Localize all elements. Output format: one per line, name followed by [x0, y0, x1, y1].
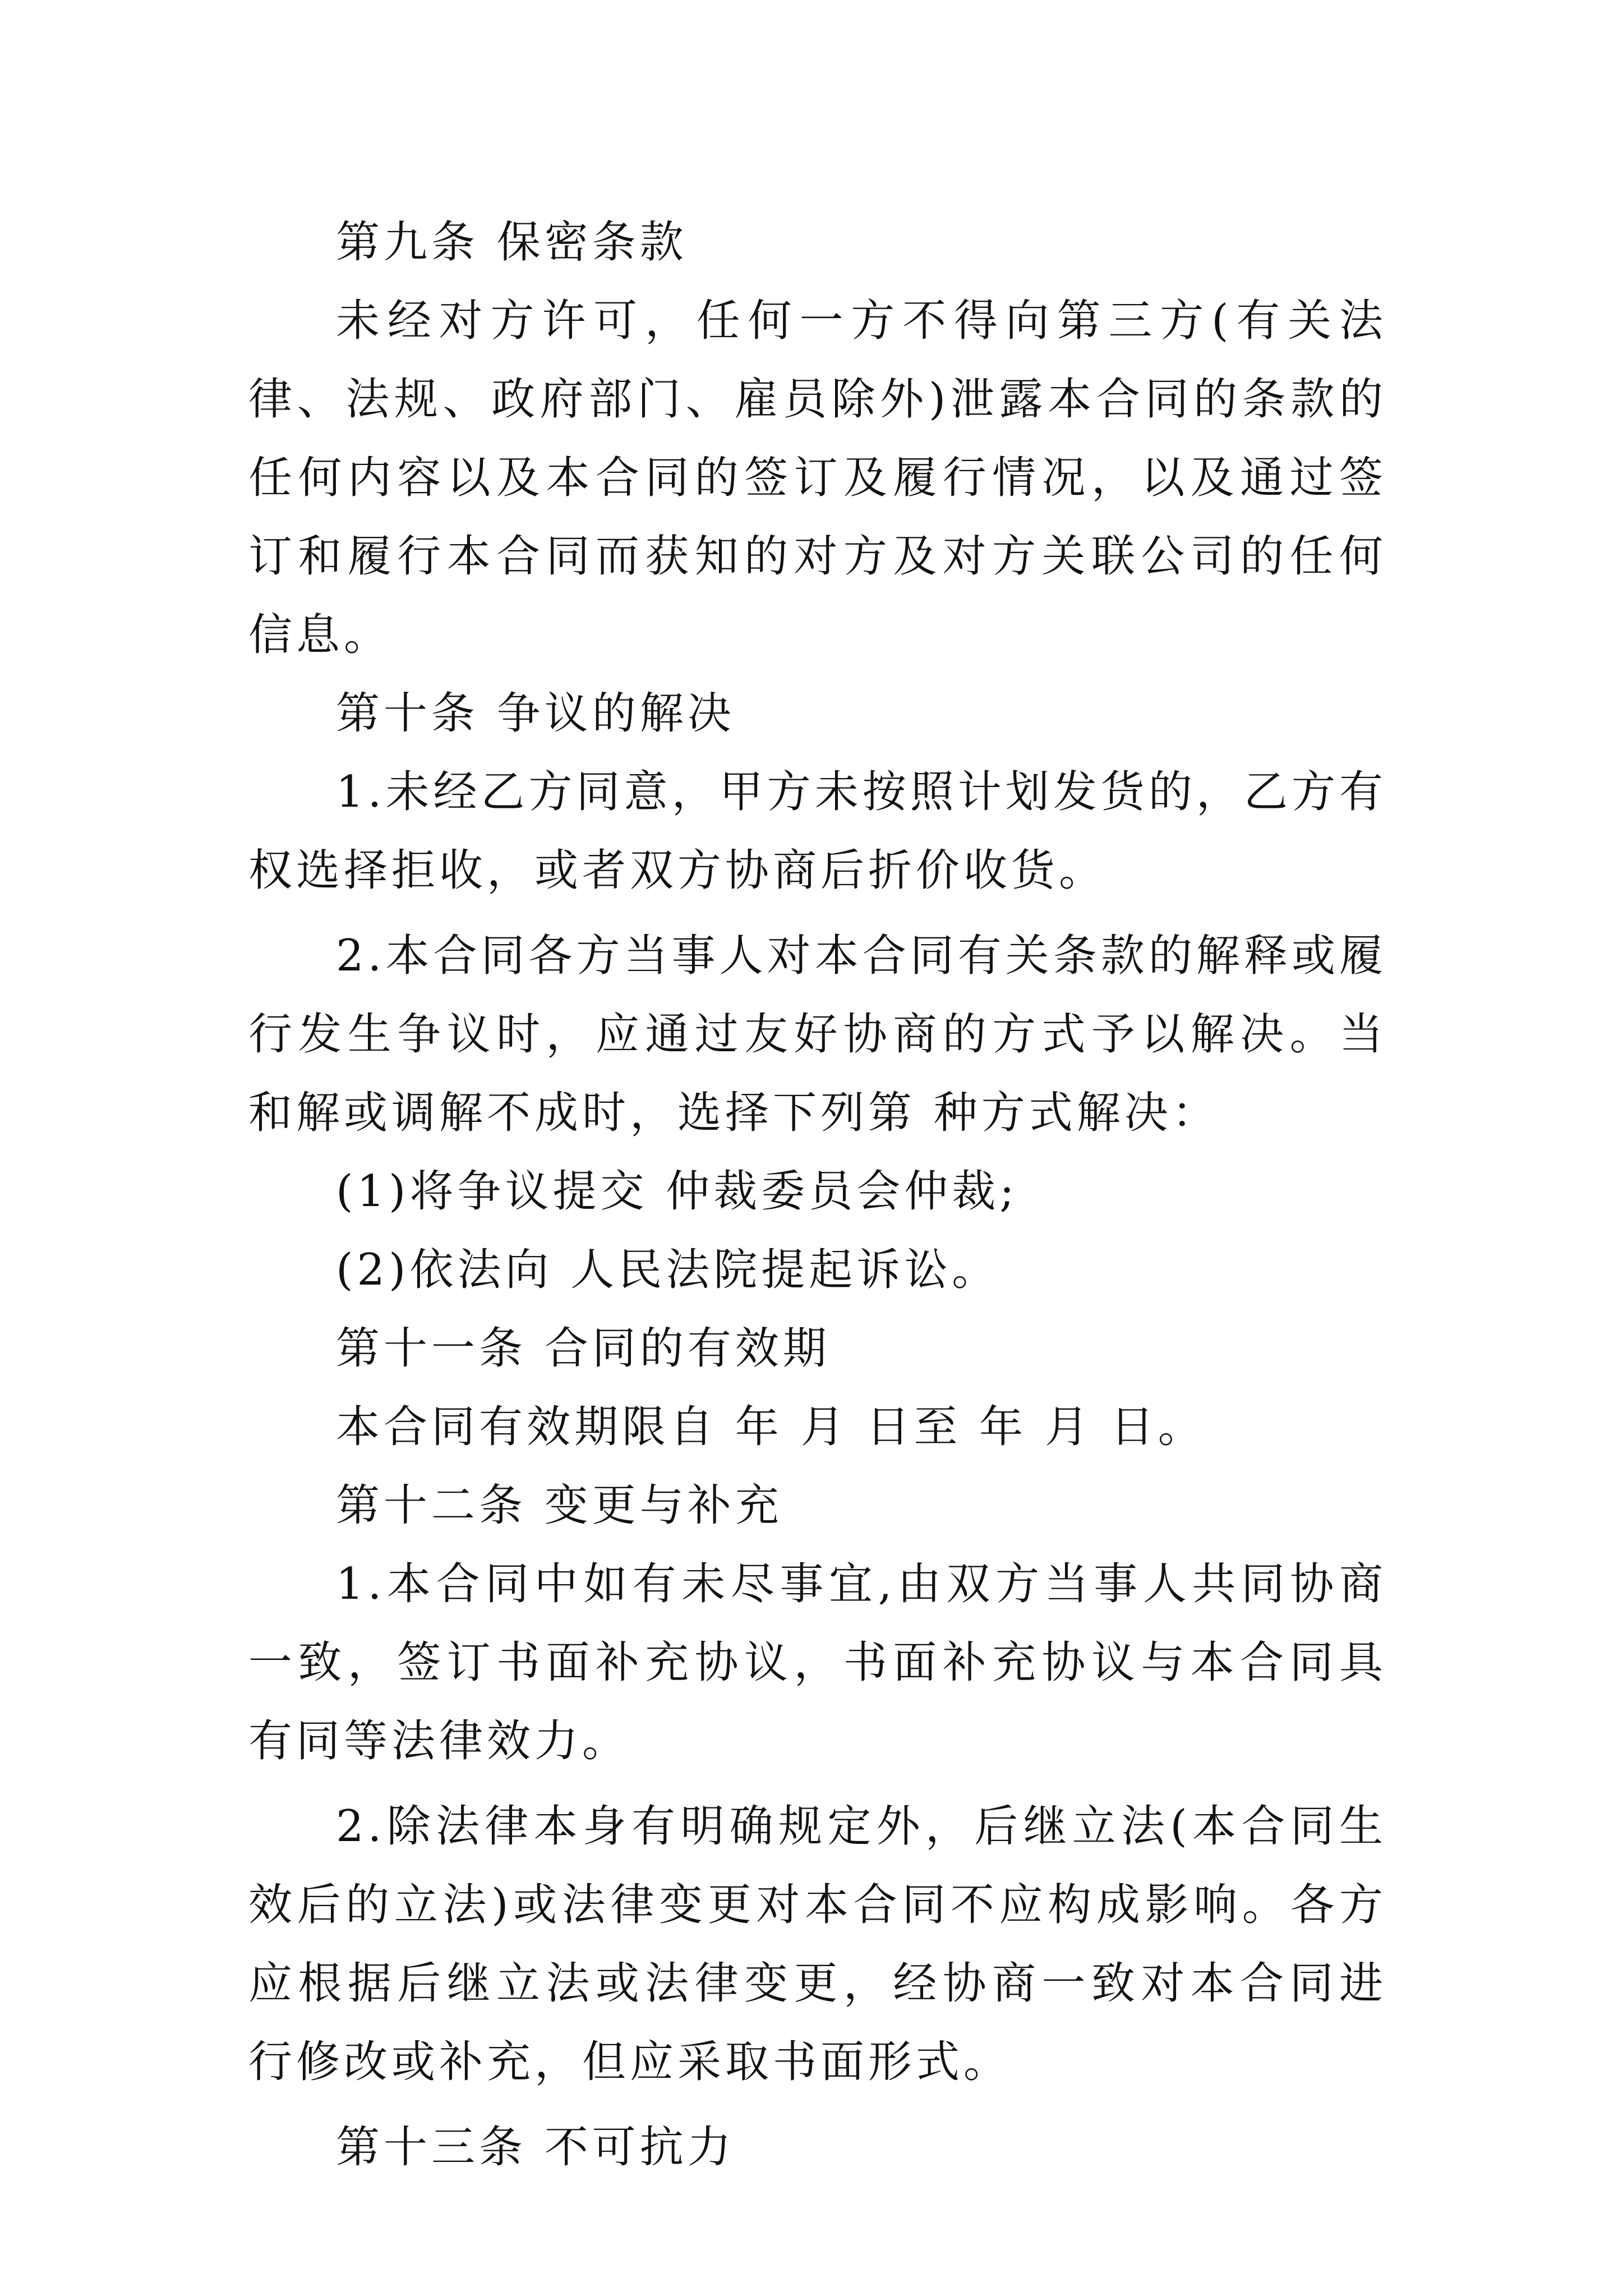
document-body: [248, 203, 1387, 2187]
article-12-heading: 第十二条 变更与补充: [336, 1480, 783, 1531]
article-10-option-2: (2)依法向 人民法院提起诉讼。: [336, 1245, 1000, 1295]
article-10-heading: 第十条 争议的解决: [336, 688, 735, 739]
article-13-heading: 第十三条 不可抗力: [336, 2122, 735, 2173]
article-10-option-1: (1)将争议提交 仲裁委员会仲裁;: [336, 1166, 1018, 1217]
article-9-confidentiality-text: 未经对方许可，任何一方不得向第三方(有关法律、法规、政府部门、雇员除外)泄露本合同的条款的任何内容以及本合同的签订及履行情况，以及通过签订和履行本合同而获知的对方及对方关联公司的任何信息。: [248, 296, 1387, 660]
article-9-heading: 第九条 保密条款: [336, 217, 688, 268]
article-10-clause-2: 2.本合同各方当事人对本合同有关条款的解释或履行发生争议时，应通过友好协商的方式予以解决。当和解或调解不成时，选择下列第 种方式解决：: [248, 931, 1387, 1138]
article-11-heading: 第十一条 合同的有效期: [336, 1323, 831, 1374]
article-12-clause-1: 1.本合同中如有未尽事宜,由双方当事人共同协商一致，签订书面补充协议，书面补充协议与本合同具有同等法律效力。: [248, 1559, 1387, 1766]
article-11-validity-text: 本合同有效期限自 年 月 日至 年 月 日。: [336, 1402, 1206, 1452]
article-10-clause-1: 1.未经乙方同意，甲方未按照计划发货的，乙方有权选择拒收，或者双方协商后折价收货。: [248, 767, 1387, 896]
article-12-clause-2: 2.除法律本身有明确规定外，后继立法(本合同生效后的立法)或法律变更对本合同不应构成影响。各方应根据后继立法或法律变更，经协商一致对本合同进行修改或补充，但应采取书面形式。: [248, 1801, 1387, 2087]
